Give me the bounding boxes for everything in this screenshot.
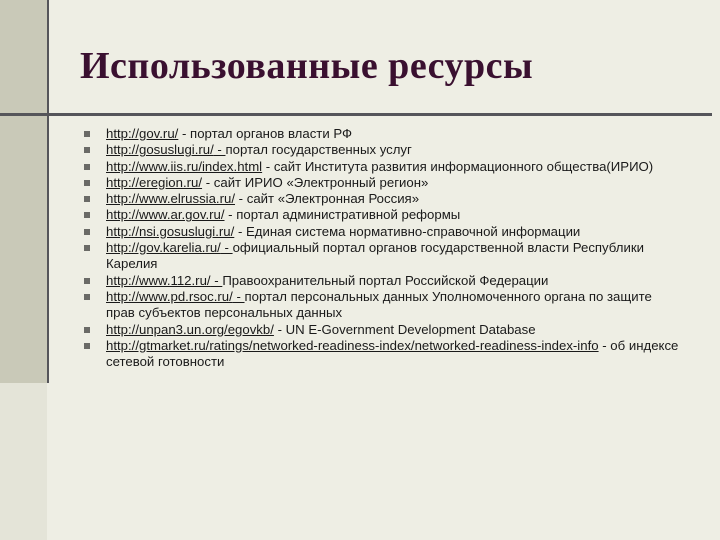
- resource-description: Правоохранительный портал Российской Федерации: [222, 272, 549, 288]
- link-separator: -: [220, 240, 233, 256]
- title-rule: [0, 113, 712, 116]
- resource-link[interactable]: http://www.ar.gov.ru/: [106, 207, 225, 223]
- resource-link[interactable]: http://gosuslugi.ru/: [106, 142, 214, 158]
- list-item: [84, 191, 684, 207]
- resource-description: официальный портал органов государственной власти Республики Карелия: [106, 240, 644, 272]
- square-bullet-icon: [84, 327, 90, 333]
- left-decor-bar: [0, 0, 47, 383]
- square-bullet-icon: [84, 164, 90, 170]
- resource-link[interactable]: http://gtmarket.ru/ratings/networked-readiness-index/networked-readiness-index-info: [106, 337, 599, 353]
- list-item: [84, 338, 684, 371]
- list-item: [84, 322, 684, 338]
- resource-link[interactable]: http://unpan3.un.org/egovkb/: [106, 321, 274, 337]
- square-bullet-icon: [84, 294, 90, 300]
- slide-title: Использованные ресурсы: [80, 45, 534, 87]
- square-bullet-icon: [84, 278, 90, 284]
- resource-link[interactable]: http://www.pd.rsoc.ru/: [106, 288, 233, 304]
- resource-list: [84, 126, 684, 370]
- list-item: [84, 224, 684, 240]
- list-item: [84, 175, 684, 191]
- resource-link[interactable]: http://nsi.gosuslugi.ru/: [106, 223, 235, 239]
- resource-link[interactable]: http://www.elrussia.ru/: [106, 191, 235, 207]
- resource-description: - портал административной реформы: [224, 207, 461, 223]
- square-bullet-icon: [84, 343, 90, 349]
- resource-description: - портал органов власти РФ: [178, 126, 353, 141]
- list-item: [84, 289, 684, 322]
- left-decor-bar-lower: [0, 383, 47, 540]
- link-separator: -: [213, 142, 226, 158]
- resource-link[interactable]: http://gov.ru/: [106, 126, 179, 141]
- square-bullet-icon: [84, 180, 90, 186]
- resource-description: портал персональных данных Уполномоченного органа по защите прав субъектов персональных данных: [106, 288, 652, 321]
- square-bullet-icon: [84, 147, 90, 153]
- resource-link[interactable]: http://www.112.ru/: [106, 272, 211, 288]
- resource-link[interactable]: http://www.iis.ru/index.html: [106, 158, 263, 174]
- list-item: [84, 207, 684, 223]
- resource-link[interactable]: http://gov.karelia.ru/: [106, 240, 221, 256]
- link-separator: -: [210, 272, 223, 288]
- vertical-rule: [47, 0, 49, 383]
- square-bullet-icon: [84, 131, 90, 137]
- resource-description: - UN E-Government Development Database: [273, 321, 536, 337]
- resource-description: портал государственных услуг: [225, 142, 412, 158]
- resource-description: - сайт «Электронная Россия»: [235, 191, 420, 207]
- resource-description: - сайт ИРИО «Электронный регион»: [202, 174, 429, 190]
- resource-link[interactable]: http://eregion.ru/: [106, 174, 203, 190]
- square-bullet-icon: [84, 196, 90, 202]
- list-item: [84, 159, 684, 175]
- list-item: [84, 273, 684, 289]
- link-separator: -: [232, 288, 245, 304]
- list-item: [84, 126, 684, 142]
- square-bullet-icon: [84, 212, 90, 218]
- square-bullet-icon: [84, 229, 90, 235]
- resource-description: - Единая система нормативно-справочной информации: [234, 223, 581, 239]
- square-bullet-icon: [84, 245, 90, 251]
- resource-description: - сайт Института развития информационного общества(ИРИО): [262, 158, 654, 174]
- list-item: [84, 240, 684, 273]
- resource-description: - об индексе сетевой готовности: [106, 337, 679, 370]
- list-item: [84, 142, 684, 158]
